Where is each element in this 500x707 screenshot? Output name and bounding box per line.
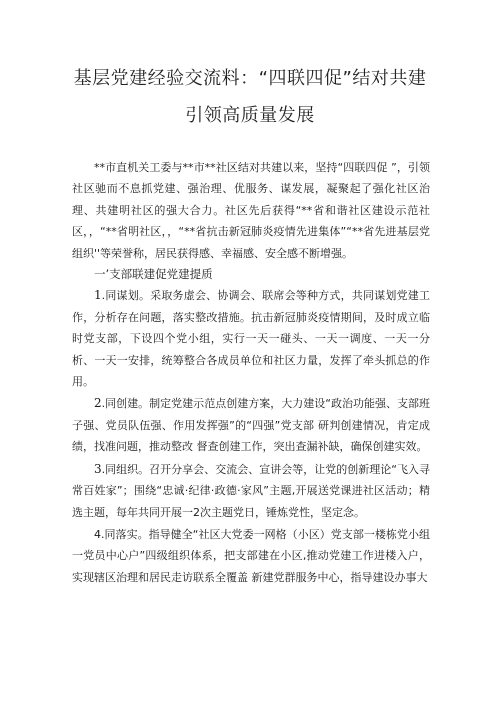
section-1-heading: 一’支部联建促党建提质 [94,267,213,282]
section-1-item-4 [72,524,430,588]
item-4-text: 4.同落实。指导健全“社区大党委一网格（小区）党支部一楼栋党小组一党员中心户”四级组织体系，把支部建在小区,推动党建工作进楼入户，实现辖区治理和居民走访联系全覆盖 新建党群服务中心，指导建设办事大 [72,527,430,584]
intro-paragraph: **市直机关工委与**市**社区结对共建以来，坚持“四联四促 ”，引领社区驰而不息抓党建、强治理、优服务、谋发展，凝聚起了强化社区治理、共建明社区的强大合力。社区先后获得“**省和谐社区建设示范社区，，“**省明社区，，“**省抗击新冠肺炎疫情先进集体”“**省先进基层党组织''等荣誉称，居民获得感、幸福感、安全感不断增强。 [72,161,430,260]
section-1-item-2 [72,393,430,457]
document-body [72,157,430,588]
item-2-text: .同创建。制定党建示范点创建方案，大力建设“政治功能强、支部班子强、党员队伍强、作用发挥强”的“四强”党支部 研判创建情况，肯定成绩，找准问题，推动整改 督查创建工作，突出查漏补缺，确保创建实效。 [72,397,430,454]
item-1-text: .同谋划。采取务虚会、协调会、联席会等种方式，共同谋划党建工作，分析存在问题，落实整改措施。抗击新冠肺炎疫情期间，及时成立临时党支部，下设四个党小组，实行一天一碰头、一天一调度、一天一分析、一天一安排，统筹整合各成员单位和社区力量，发挥了牵头抓总的作用。 [72,289,430,389]
section-1-item-3 [72,459,430,523]
item-3-number: 3 [94,461,102,476]
item-2-number: 2 [94,396,102,411]
item-1-number: 1 [94,288,102,303]
section-1-item-1 [72,285,430,392]
document-title-line-1: 基层党建经验交流料：“四联四促”结对共建 [73,68,427,89]
document-title-line-2: 引领高质量发展 [185,105,315,126]
item-3-text: .同组织。召开分享会、交流会、宣讲会等，让党的创新理论“飞入寻常百姓家”；围绕“忠诚·纪律·政德·家风”主题,开展送党课进社区活动；精选主题，每年共同开展一2次主题党日，锤炼党性，坚定念。 [72,462,430,519]
